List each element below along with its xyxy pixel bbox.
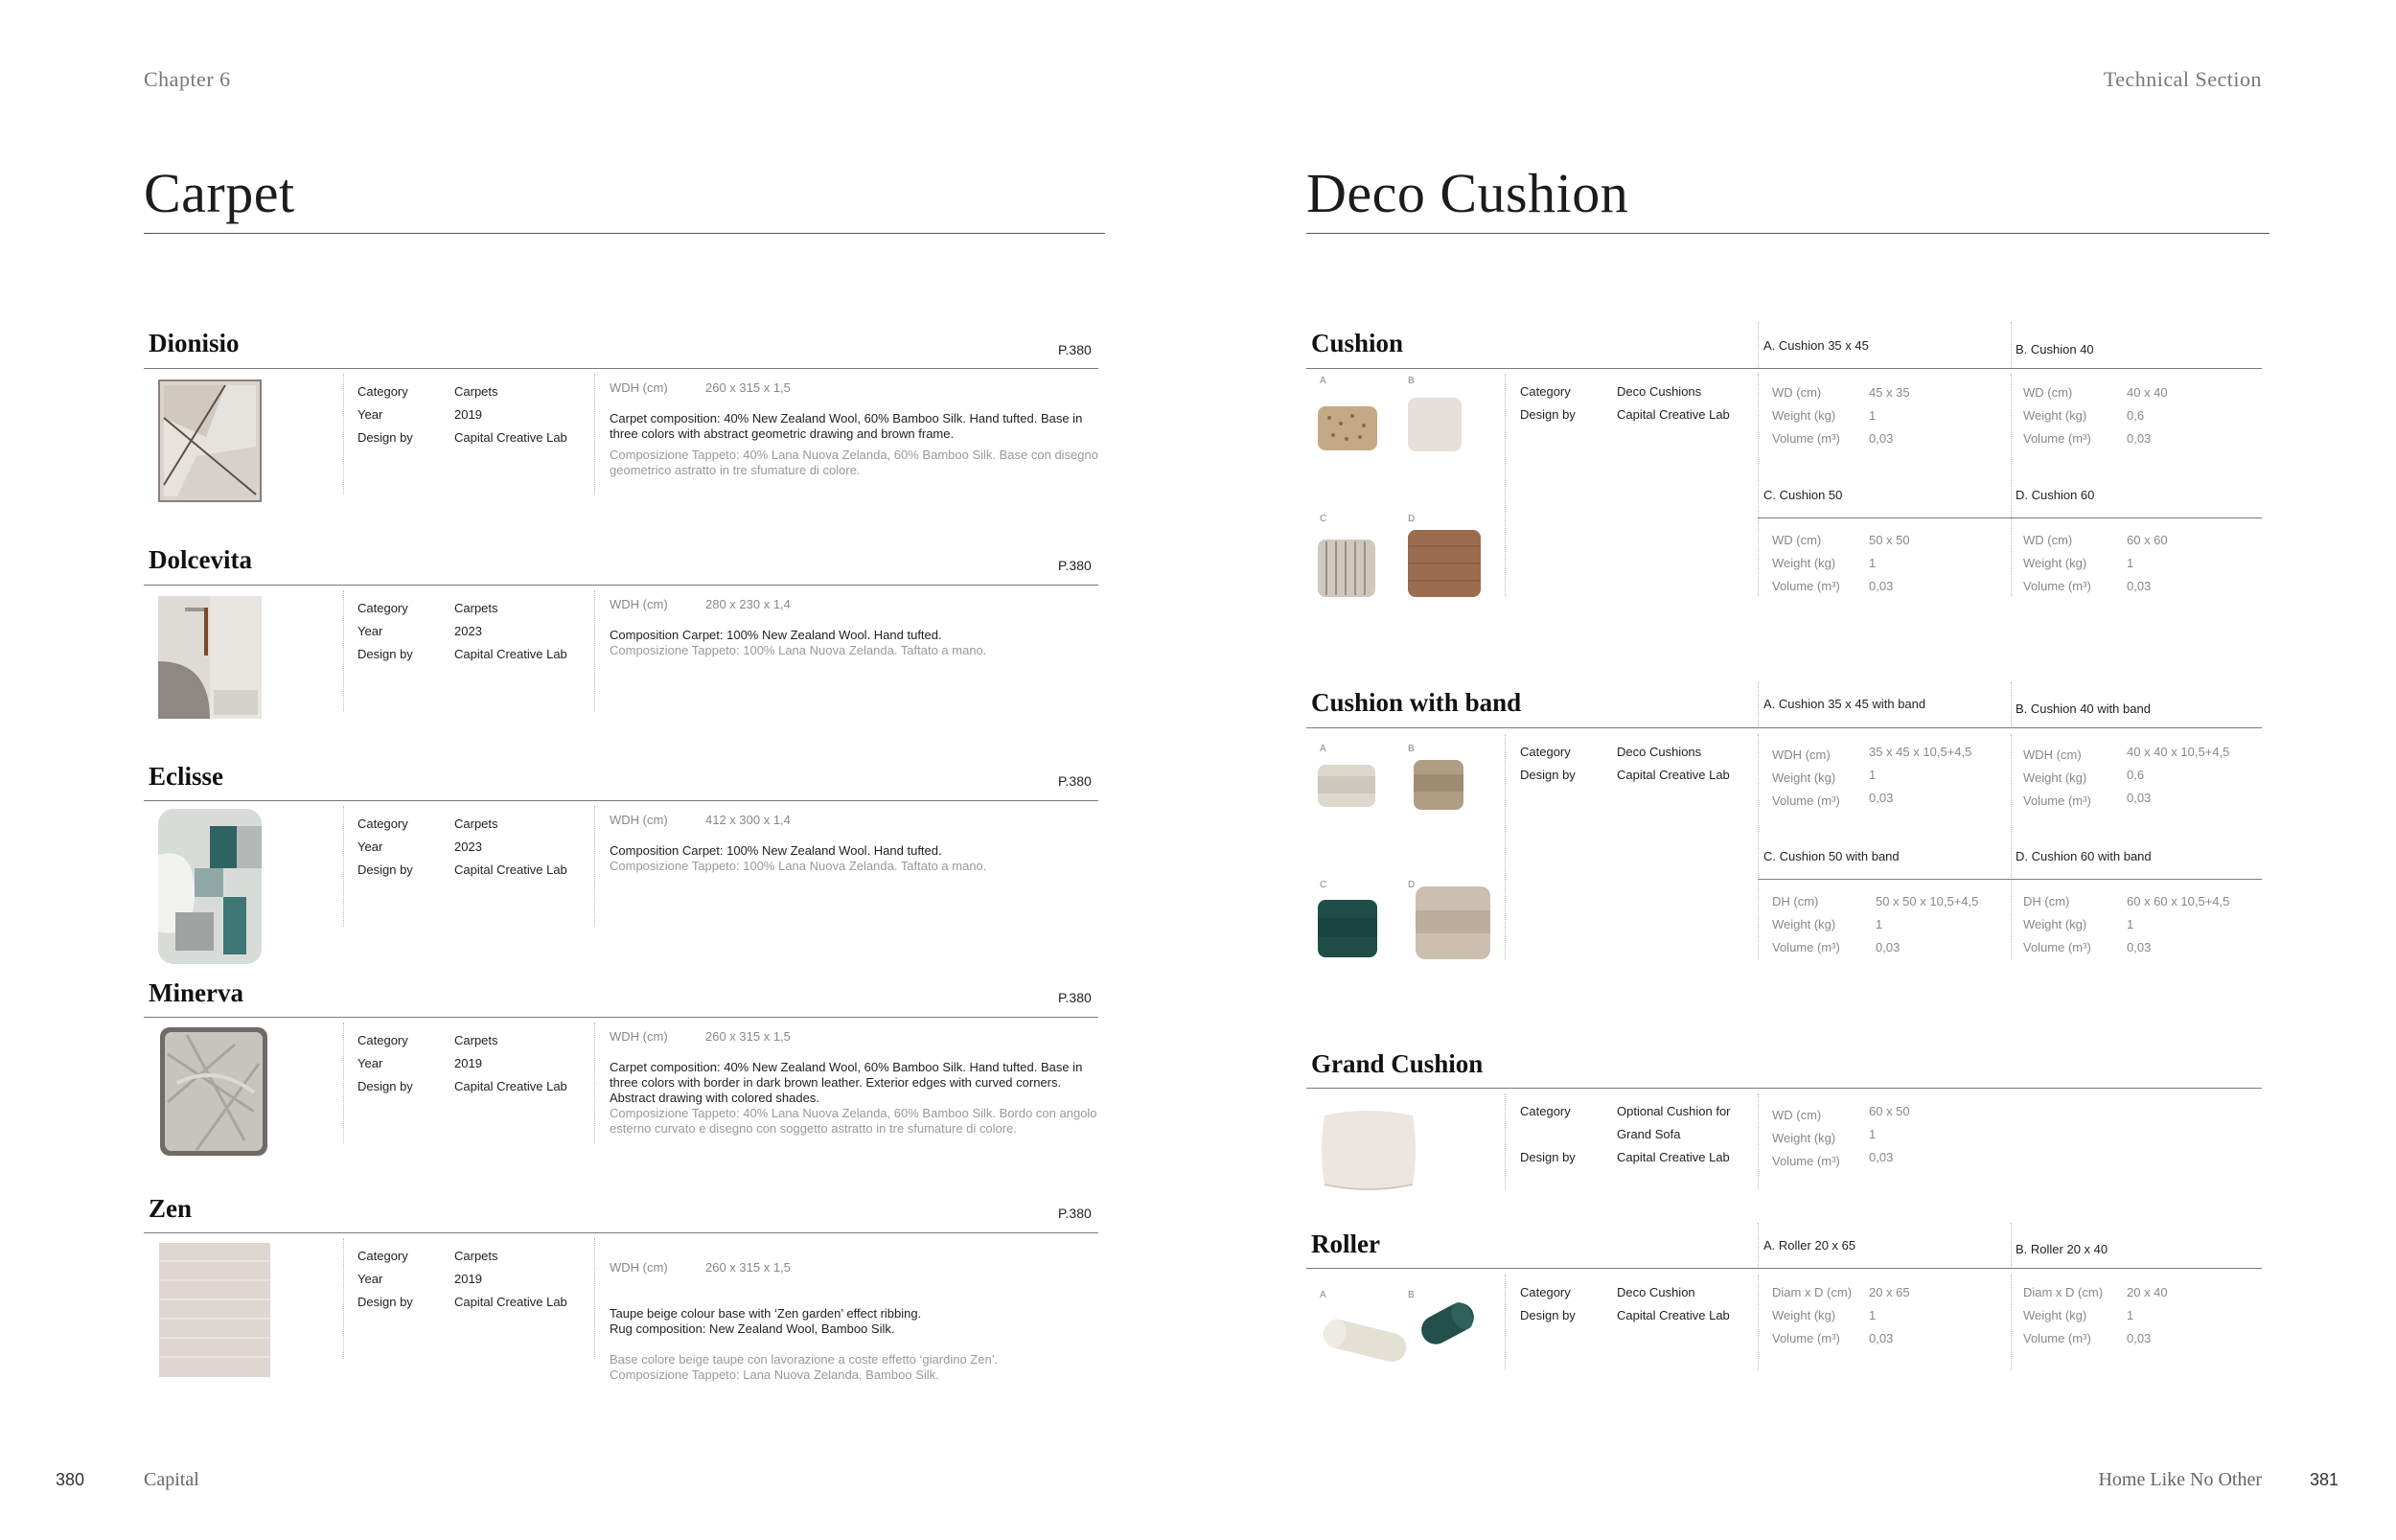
divider-dots bbox=[343, 1238, 344, 1359]
product-spec: WDH (cm) 412 x 300 x 1,4 Composition Carpet: 100% New Zealand Wool. Hand tufted. Composizione Tappeto: 100% Lana Nuova Zelanda. Taftato a mano. bbox=[610, 813, 987, 873]
product-spec: WDH (cm) 260 x 315 x 1,5 Taupe beige colour base with ‘Zen garden’ effect ribbing. Rug composition: New Zealand Wool, Bamboo Silk. Base colore beige taupe con lavorazione a coste effetto ‘giardino Zen’. Composizione Tappeto: Lana Nuova Zelanda, Bamboo Silk. bbox=[610, 1260, 999, 1382]
variant-a-values: 20 x 65 1 0,03 bbox=[1869, 1285, 1910, 1345]
variant-title: B. Roller 20 x 40 bbox=[2016, 1242, 2108, 1256]
roller-letter-b: B bbox=[1408, 1290, 1415, 1300]
product-meta-labels: Category Design by bbox=[1520, 384, 1576, 422]
page-reference: P.380 bbox=[1058, 990, 1092, 1005]
product-meta-labels: Category Year Design by bbox=[357, 384, 413, 445]
divider-dots bbox=[1758, 1223, 1759, 1269]
product-meta-labels: Category Year Design by bbox=[357, 1249, 413, 1309]
product-meta-values: Deco Cushions Capital Creative Lab bbox=[1617, 745, 1730, 782]
variant-a-values: 45 x 35 1 0,03 bbox=[1869, 385, 1910, 446]
product-rule bbox=[1306, 727, 2262, 728]
product-meta-labels: Category Design by bbox=[1520, 745, 1576, 782]
cushion-d-thumbnail bbox=[1405, 527, 1484, 600]
product-meta-labels: Category Design by bbox=[1520, 1285, 1576, 1322]
product-rule bbox=[144, 1017, 1098, 1018]
divider-dots bbox=[343, 1023, 344, 1143]
page-reference: P.380 bbox=[1058, 773, 1092, 789]
cushion-b-thumbnail bbox=[1405, 395, 1464, 454]
band-letter-a: A bbox=[1320, 744, 1326, 754]
carpet-title-rule bbox=[144, 233, 1105, 234]
product-meta-values: Carpets 2023 Capital Creative Lab bbox=[454, 816, 567, 877]
carpet-thumbnail-dolcevita bbox=[156, 594, 264, 721]
divider-dots bbox=[343, 374, 344, 494]
running-header-left: Chapter 6 bbox=[144, 67, 231, 91]
roller-letter-a: A bbox=[1320, 1290, 1326, 1300]
divider-dots bbox=[1505, 1093, 1506, 1189]
divider-dots bbox=[343, 590, 344, 711]
divider-dots bbox=[2011, 322, 2012, 368]
product-meta-labels: Category Design by bbox=[1520, 1104, 1576, 1164]
product-meta-labels: Category Year Design by bbox=[357, 601, 413, 661]
product-name: Zen bbox=[149, 1194, 193, 1223]
variant-d-labels: DH (cm) Weight (kg) Volume (m³) bbox=[2023, 894, 2091, 954]
variant-title: A. Cushion 35 x 45 with band bbox=[1763, 697, 1926, 711]
left-page-number: 380 bbox=[56, 1470, 85, 1489]
divider-dots bbox=[594, 1238, 595, 1359]
product-meta-values: Carpets 2023 Capital Creative Lab bbox=[454, 601, 567, 661]
product-meta-values: Deco Cushions Capital Creative Lab bbox=[1617, 384, 1730, 422]
band-b-thumbnail bbox=[1411, 757, 1466, 813]
product-meta-values: Carpets 2019 Capital Creative Lab bbox=[454, 1249, 567, 1309]
variant-a-labels: WD (cm) Weight (kg) Volume (m³) bbox=[1772, 385, 1840, 446]
variant-c-labels: WD (cm) Weight (kg) Volume (m³) bbox=[1772, 533, 1840, 593]
carpet-thumbnail-zen bbox=[158, 1242, 271, 1378]
product-meta-values: Optional Cushion for Grand Sofa Capital Creative Lab bbox=[1617, 1104, 1731, 1164]
band-letter-d: D bbox=[1408, 880, 1416, 890]
divider-dots bbox=[1505, 374, 1506, 596]
page-reference: P.380 bbox=[1058, 342, 1092, 357]
cushion-letter-a: A bbox=[1320, 376, 1326, 386]
divider-dots bbox=[594, 806, 595, 927]
product-meta-values: Carpets 2019 Capital Creative Lab bbox=[454, 384, 567, 445]
product-rule bbox=[144, 368, 1098, 369]
product-rule bbox=[144, 1232, 1098, 1233]
cushion-letter-c: C bbox=[1320, 514, 1327, 524]
divider-dots bbox=[2011, 1223, 2012, 1269]
divider-dots bbox=[594, 374, 595, 494]
divider-dots bbox=[1505, 1275, 1506, 1370]
product-name: Grand Cushion bbox=[1311, 1049, 1484, 1078]
product-meta-labels: Category Year Design by bbox=[357, 816, 413, 877]
grand-labels: WD (cm) Weight (kg) Volume (m³) bbox=[1772, 1108, 1840, 1168]
deco-cushion-title-rule bbox=[1306, 233, 2269, 234]
band-letter-b: B bbox=[1408, 744, 1415, 754]
divider-dots bbox=[343, 806, 344, 927]
divider-dots bbox=[2011, 374, 2012, 596]
band-letter-c: C bbox=[1320, 880, 1327, 890]
divider-dots bbox=[1758, 1093, 1759, 1189]
variant-b-labels: WDH (cm) Weight (kg) Volume (m³) bbox=[2023, 747, 2091, 808]
divider-dots bbox=[594, 1023, 595, 1143]
divider-dots bbox=[2011, 1275, 2012, 1370]
variant-b-labels: WD (cm) Weight (kg) Volume (m³) bbox=[2023, 385, 2091, 446]
variant-title: D. Cushion 60 with band bbox=[2016, 849, 2152, 863]
divider-dots bbox=[1758, 374, 1759, 596]
product-spec: WDH (cm) 260 x 315 x 1,5 Carpet composition: 40% New Zealand Wool, 60% Bamboo Silk. Hand tufted. Base in three colors with border in dark brown leather. Exterior edges with curved corners. Abstract drawing with colored shades. Composizione Tappeto: 40% Lana Nuova Zelanda, 60% Bamboo Silk. Bordo con angolo esterno curvato e disegno con soggetto astratto in tre sfumature di colore. bbox=[610, 1029, 1097, 1136]
variant-title: C. Cushion 50 bbox=[1763, 488, 1843, 502]
running-header-right: Technical Section bbox=[2103, 67, 2262, 91]
deco-cushion-page-title: Deco Cushion bbox=[1306, 162, 1629, 224]
product-spec: WDH (cm) 260 x 315 x 1,5 Carpet composition: 40% New Zealand Wool, 60% Bamboo Silk. Hand tufted. Base in three colors with abstract geometric drawing and brown frame. Composizione Tappeto: 40% Lana Nuova Zelanda, 60% Bamboo Silk. Base con disegno geometrico astratto in tre sfumature di colore. bbox=[610, 380, 1098, 477]
variant-c-values: 50 x 50 1 0,03 bbox=[1869, 533, 1910, 593]
product-rule bbox=[144, 800, 1098, 801]
page-reference: P.380 bbox=[1058, 1206, 1092, 1221]
carpet-thumbnail-dionisio bbox=[158, 379, 262, 502]
product-rule bbox=[144, 585, 1098, 586]
variant-c-labels: DH (cm) Weight (kg) Volume (m³) bbox=[1772, 894, 1840, 954]
carpet-thumbnail-eclisse bbox=[156, 807, 264, 966]
variant-b-values: 20 x 40 1 0,03 bbox=[2127, 1285, 2168, 1345]
divider-dots bbox=[1758, 1275, 1759, 1370]
roller-a-thumbnail bbox=[1315, 1311, 1415, 1372]
divider-dots bbox=[1758, 734, 1759, 960]
divider-dots bbox=[2011, 734, 2012, 960]
band-d-thumbnail bbox=[1413, 884, 1493, 962]
product-meta-labels: Category Year Design by bbox=[357, 1033, 413, 1093]
product-name: Roller bbox=[1311, 1230, 1380, 1258]
variant-c-values: 50 x 50 x 10,5+4,5 1 0,03 bbox=[1876, 894, 1979, 954]
product-rule bbox=[1306, 368, 2262, 369]
variant-d-values: 60 x 60 x 10,5+4,5 1 0,03 bbox=[2127, 894, 2230, 954]
cushion-letter-b: B bbox=[1408, 376, 1415, 386]
variant-title: C. Cushion 50 with band bbox=[1763, 849, 1900, 863]
variant-title: B. Cushion 40 with band bbox=[2016, 701, 2151, 716]
sub-rule bbox=[1758, 879, 2262, 880]
right-page-number: 381 bbox=[2310, 1470, 2339, 1489]
product-name: Eclisse bbox=[149, 762, 223, 791]
variant-d-labels: WD (cm) Weight (kg) Volume (m³) bbox=[2023, 533, 2091, 593]
product-rule bbox=[1306, 1088, 2262, 1089]
variant-title: A. Cushion 35 x 45 bbox=[1763, 338, 1869, 353]
cushion-a-thumbnail bbox=[1315, 401, 1380, 456]
carpet-page-title: Carpet bbox=[144, 162, 295, 224]
variant-a-labels: Diam x D (cm) Weight (kg) Volume (m³) bbox=[1772, 1285, 1853, 1345]
variant-b-values: 40 x 40 x 10,5+4,5 0,6 0,03 bbox=[2127, 745, 2230, 805]
carpet-thumbnail-minerva bbox=[158, 1025, 269, 1158]
product-name: Cushion with band bbox=[1311, 688, 1522, 717]
product-rule bbox=[1306, 1268, 2262, 1269]
divider-dots bbox=[1758, 322, 1759, 368]
variant-title: A. Roller 20 x 65 bbox=[1763, 1238, 1856, 1253]
left-footer-brand: Capital bbox=[144, 1469, 199, 1490]
product-spec: WDH (cm) 280 x 230 x 1,4 Composition Carpet: 100% New Zealand Wool. Hand tufted. Composizione Tappeto: 100% Lana Nuova Zelanda. Taftato a mano. bbox=[610, 597, 987, 657]
variant-a-labels: WDH (cm) Weight (kg) Volume (m³) bbox=[1772, 747, 1840, 808]
product-name: Dolcevita bbox=[149, 545, 252, 574]
grand-cushion-thumbnail bbox=[1317, 1104, 1420, 1196]
divider-dots bbox=[1505, 734, 1506, 960]
cushion-c-thumbnail bbox=[1315, 537, 1378, 600]
product-name: Cushion bbox=[1311, 329, 1404, 357]
divider-dots bbox=[2011, 682, 2012, 728]
variant-title: B. Cushion 40 bbox=[2016, 342, 2094, 356]
cushion-letter-d: D bbox=[1408, 514, 1416, 524]
page-reference: P.380 bbox=[1058, 558, 1092, 573]
product-name: Minerva bbox=[149, 978, 243, 1007]
variant-d-values: 60 x 60 1 0,03 bbox=[2127, 533, 2168, 593]
variant-title: D. Cushion 60 bbox=[2016, 488, 2095, 502]
band-a-thumbnail bbox=[1315, 761, 1378, 811]
product-meta-values: Carpets 2019 Capital Creative Lab bbox=[454, 1033, 567, 1093]
sub-rule bbox=[1758, 517, 2262, 518]
band-c-thumbnail bbox=[1315, 897, 1380, 960]
variant-a-values: 35 x 45 x 10,5+4,5 1 0,03 bbox=[1869, 745, 1972, 805]
grand-values: 60 x 50 1 0,03 bbox=[1869, 1104, 1910, 1164]
product-meta-values: Deco Cushion Capital Creative Lab bbox=[1617, 1285, 1730, 1322]
product-name: Dionisio bbox=[149, 329, 240, 357]
divider-dots bbox=[594, 590, 595, 711]
variant-b-values: 40 x 40 0,6 0,03 bbox=[2127, 385, 2168, 446]
variant-b-labels: Diam x D (cm) Weight (kg) Volume (m³) bbox=[2023, 1285, 2104, 1345]
divider-dots bbox=[1758, 682, 1759, 728]
roller-b-thumbnail bbox=[1415, 1296, 1482, 1353]
right-footer-tagline: Home Like No Other bbox=[2098, 1469, 2262, 1490]
